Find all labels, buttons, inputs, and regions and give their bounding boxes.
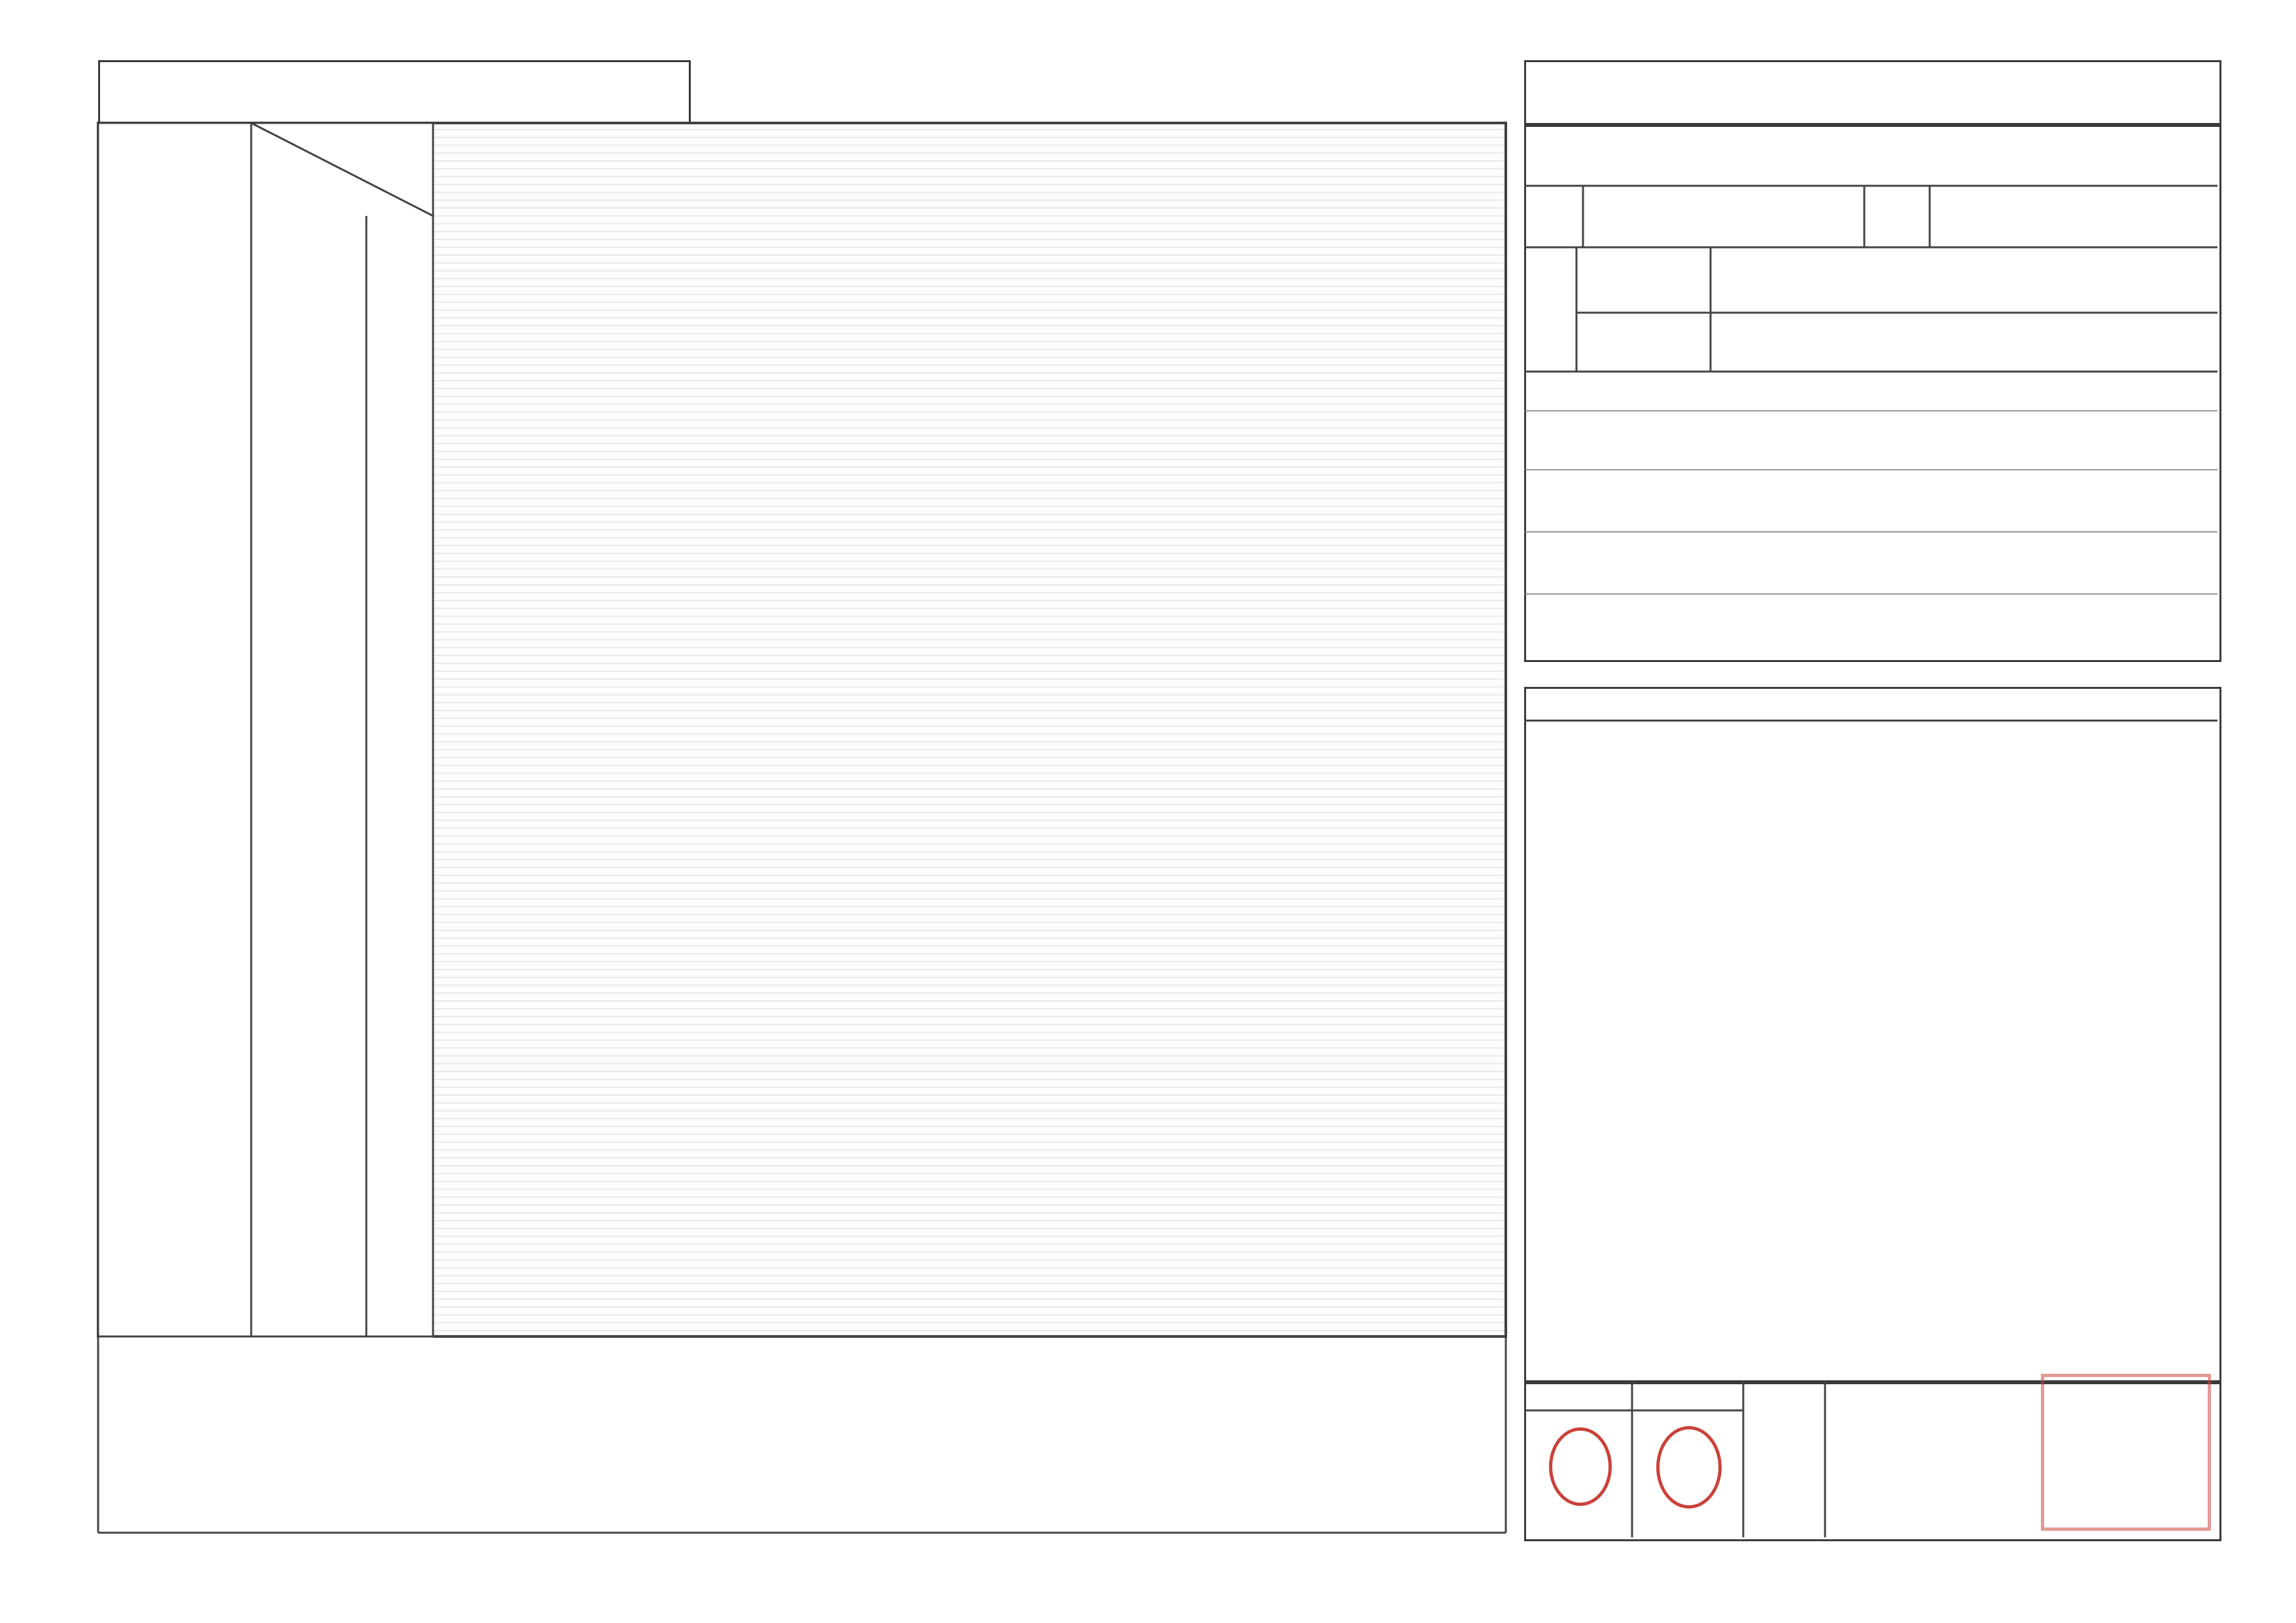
certification-stamp <box>2041 1374 2211 1531</box>
issued-value <box>1930 186 2218 247</box>
remarks-header <box>1524 687 2218 720</box>
remarks-box <box>1524 687 2221 1384</box>
person-label <box>1576 313 1711 372</box>
received-value <box>1583 186 1864 247</box>
watermark <box>78 1406 1256 1478</box>
person-value <box>1711 313 2218 372</box>
requester-label <box>1531 247 1570 372</box>
received-label <box>1524 186 1583 247</box>
col-head-fabric <box>327 123 433 156</box>
no-copy-notice <box>589 1536 1413 1575</box>
company-value <box>1711 247 2218 313</box>
staff-label <box>1633 1382 1743 1410</box>
responsible-seal <box>1549 1427 1612 1506</box>
agency-label <box>1753 1420 1799 1498</box>
remarks-divider <box>1524 720 2218 722</box>
disclaimer-box <box>1524 60 2221 127</box>
col-head-item <box>98 144 251 190</box>
responsible-label <box>1526 1382 1631 1410</box>
issued-label <box>1864 186 1930 247</box>
staff-seal <box>1656 1426 1722 1509</box>
col-head-method <box>251 186 356 215</box>
company-label <box>1576 247 1711 313</box>
